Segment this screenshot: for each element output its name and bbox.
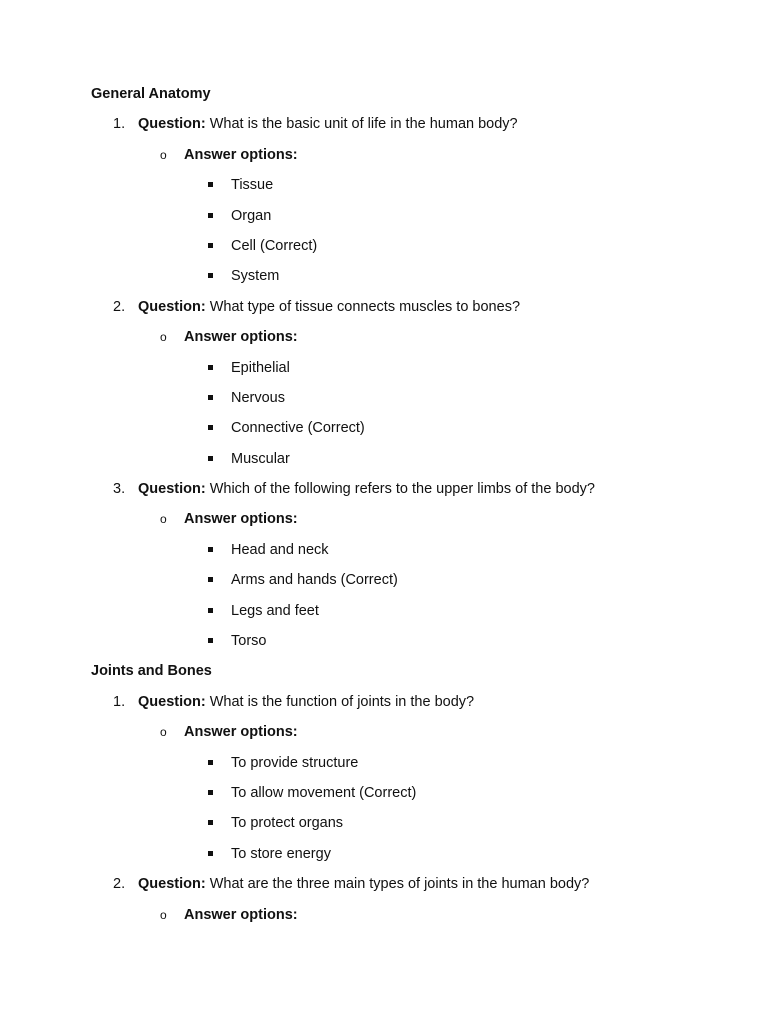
square-bullet-icon bbox=[208, 638, 213, 643]
answer-options-label: Answer options: bbox=[184, 146, 298, 163]
question-text-wrap bbox=[138, 114, 518, 134]
hollow-bullet-icon: o bbox=[160, 330, 167, 345]
answer-item bbox=[0, 236, 768, 266]
answer-text: To protect organs bbox=[231, 815, 344, 832]
hollow-bullet-icon: o bbox=[160, 907, 167, 922]
question-number: 2. bbox=[113, 876, 126, 893]
question-text-wrap bbox=[138, 692, 474, 712]
answer-options-label: Answer options: bbox=[184, 511, 298, 528]
answer-item bbox=[0, 449, 768, 479]
answer-text: Head and neck bbox=[231, 541, 329, 558]
answer-text: Tissue bbox=[231, 177, 274, 194]
square-bullet-icon bbox=[208, 547, 213, 552]
question-line bbox=[0, 874, 768, 904]
question-number: 2. bbox=[113, 298, 126, 315]
hollow-bullet-icon: o bbox=[160, 725, 167, 740]
answer-text: Organ bbox=[231, 207, 272, 224]
question-number: 3. bbox=[113, 481, 126, 498]
answer-options-line bbox=[0, 722, 768, 752]
answer-text: Cell (Correct) bbox=[231, 237, 318, 254]
answer-text: Muscular bbox=[231, 450, 290, 467]
square-bullet-icon bbox=[208, 456, 213, 461]
section-title: Joints and Bones bbox=[91, 663, 212, 680]
question-number: 1. bbox=[113, 116, 126, 133]
question-text-wrap bbox=[138, 297, 520, 317]
question-line bbox=[0, 297, 768, 327]
answer-item bbox=[0, 813, 768, 843]
question-line bbox=[0, 479, 768, 509]
question-label: Question: bbox=[138, 876, 206, 893]
square-bullet-icon bbox=[208, 213, 213, 218]
answer-text: Arms and hands (Correct) bbox=[231, 572, 398, 589]
answer-text: Epithelial bbox=[231, 359, 290, 376]
answer-item bbox=[0, 388, 768, 418]
answer-options-label: Answer options: bbox=[184, 906, 298, 923]
answer-item bbox=[0, 753, 768, 783]
square-bullet-icon bbox=[208, 243, 213, 248]
square-bullet-icon bbox=[208, 790, 213, 795]
answer-text: Connective (Correct) bbox=[231, 420, 365, 437]
square-bullet-icon bbox=[208, 851, 213, 856]
question-line bbox=[0, 114, 768, 144]
answer-item bbox=[0, 266, 768, 296]
answer-item bbox=[0, 783, 768, 813]
question-text: What is the basic unit of life in the human body? bbox=[209, 116, 518, 133]
answer-item bbox=[0, 631, 768, 661]
square-bullet-icon bbox=[208, 365, 213, 370]
question-label: Question: bbox=[138, 481, 206, 498]
answer-options-line bbox=[0, 145, 768, 175]
question-text: What type of tissue connects muscles to bones? bbox=[209, 298, 521, 315]
answer-text: To allow movement (Correct) bbox=[231, 784, 417, 801]
answer-text: Torso bbox=[231, 633, 267, 650]
answer-text: To provide structure bbox=[231, 754, 359, 771]
square-bullet-icon bbox=[208, 608, 213, 613]
question-text: What are the three main types of joints in the human body? bbox=[209, 876, 590, 893]
answer-text: System bbox=[231, 268, 280, 285]
question-label: Question: bbox=[138, 298, 206, 315]
question-number: 1. bbox=[113, 693, 126, 710]
square-bullet-icon bbox=[208, 577, 213, 582]
answer-item bbox=[0, 206, 768, 236]
answer-text: To store energy bbox=[231, 845, 331, 862]
question-label: Question: bbox=[138, 116, 206, 133]
answer-text: Legs and feet bbox=[231, 602, 319, 619]
answer-options-line bbox=[0, 905, 768, 935]
question-line bbox=[0, 692, 768, 722]
question-text-wrap bbox=[138, 479, 595, 499]
square-bullet-icon bbox=[208, 425, 213, 430]
answer-item bbox=[0, 175, 768, 205]
square-bullet-icon bbox=[208, 182, 213, 187]
question-text: What is the function of joints in the body? bbox=[209, 693, 475, 710]
answer-options-line bbox=[0, 509, 768, 539]
document-body bbox=[0, 84, 768, 935]
answer-item bbox=[0, 570, 768, 600]
answer-options-label: Answer options: bbox=[184, 329, 298, 346]
answer-item bbox=[0, 601, 768, 631]
question-text: Which of the following refers to the upper limbs of the body? bbox=[209, 481, 595, 498]
answer-options-label: Answer options: bbox=[184, 724, 298, 741]
answer-item bbox=[0, 418, 768, 448]
section-title: General Anatomy bbox=[91, 86, 211, 102]
answer-item bbox=[0, 540, 768, 570]
answer-item bbox=[0, 844, 768, 874]
square-bullet-icon bbox=[208, 820, 213, 825]
square-bullet-icon bbox=[208, 760, 213, 765]
square-bullet-icon bbox=[208, 395, 213, 400]
hollow-bullet-icon: o bbox=[160, 147, 167, 162]
answer-item bbox=[0, 358, 768, 388]
answer-options-line bbox=[0, 327, 768, 357]
square-bullet-icon bbox=[208, 273, 213, 278]
question-label: Question: bbox=[138, 693, 206, 710]
hollow-bullet-icon: o bbox=[160, 512, 167, 527]
answer-text: Nervous bbox=[231, 389, 285, 406]
question-text-wrap bbox=[138, 874, 589, 894]
